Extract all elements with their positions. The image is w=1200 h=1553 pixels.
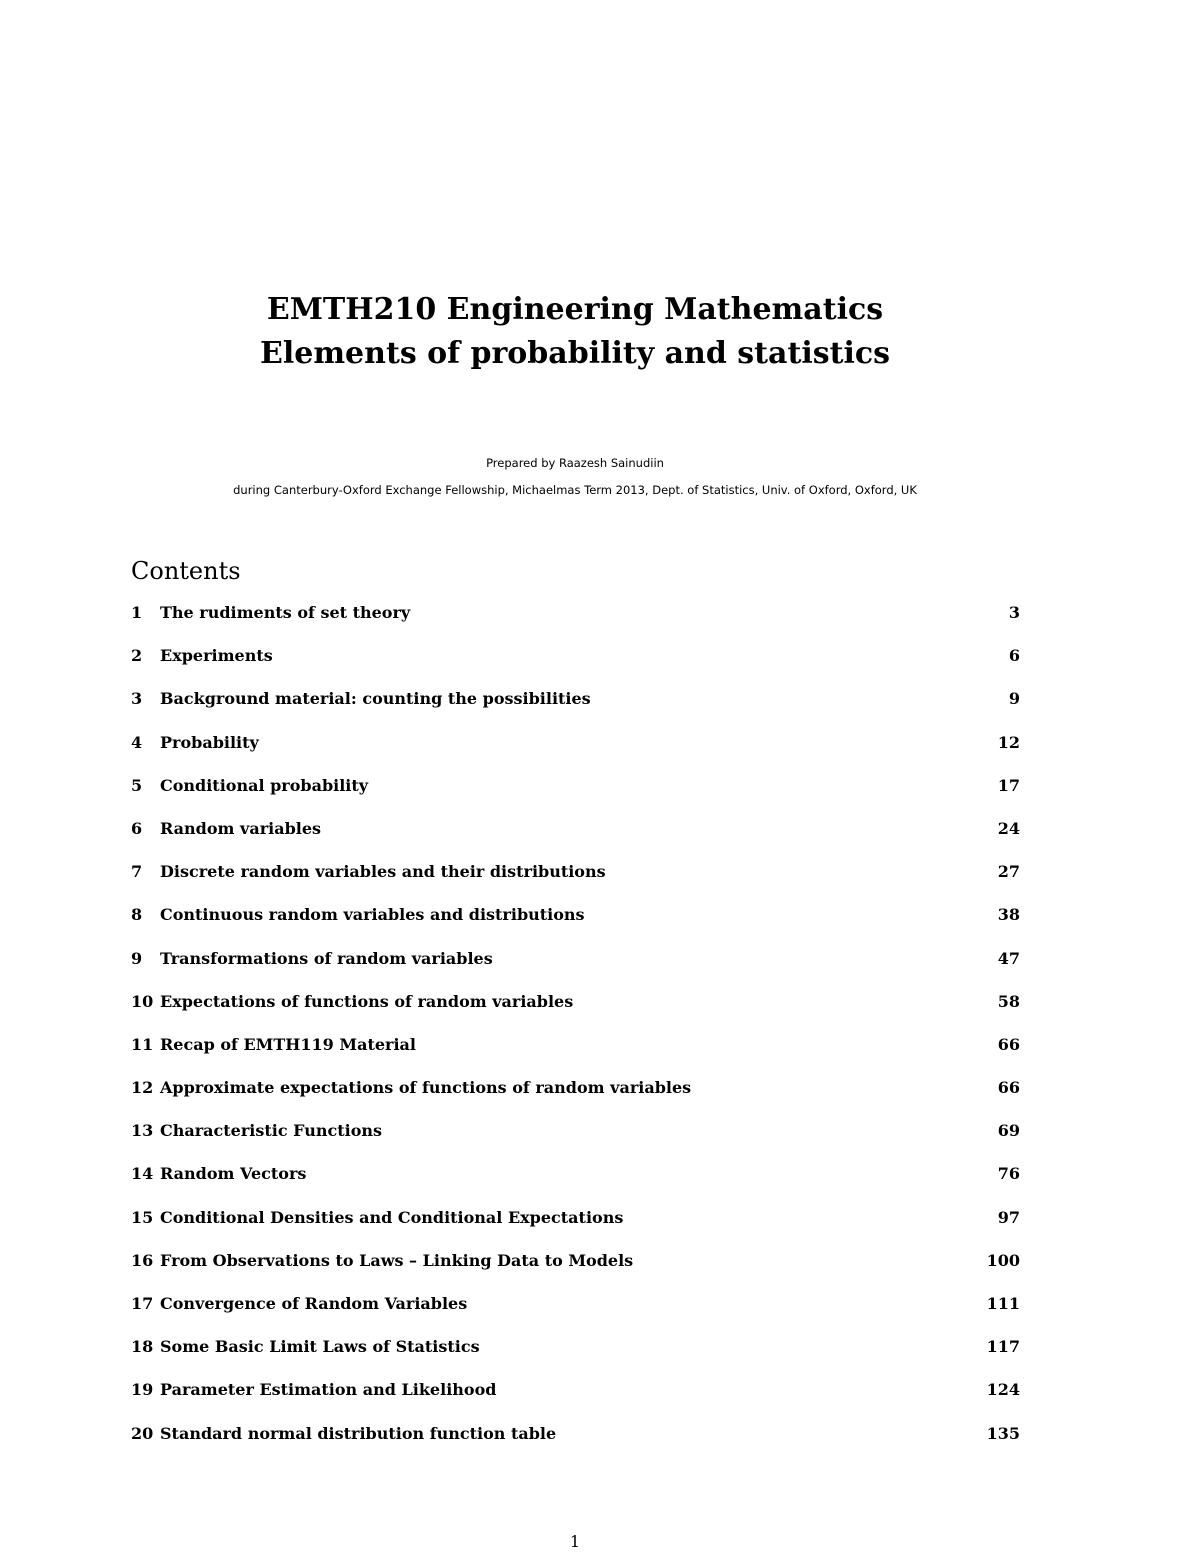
toc-entry-page: 66 [997, 1034, 1020, 1054]
toc-entry-number: 17 [131, 1294, 154, 1313]
table-of-contents [131, 603, 1020, 1467]
toc-entry-page: 66 [997, 1078, 1020, 1098]
toc-entry-page: 58 [997, 991, 1020, 1011]
toc-entry[interactable] [131, 992, 1020, 1035]
toc-entry[interactable] [131, 862, 1020, 905]
toc-entry[interactable] [131, 646, 1020, 689]
toc-entry-number: 7 [131, 862, 143, 882]
toc-entry-page: 17 [997, 775, 1020, 795]
toc-entry-number: 16 [131, 1250, 154, 1270]
toc-entry-number: 1 [131, 603, 143, 622]
toc-entry-page: 100 [986, 1250, 1020, 1270]
toc-entry-page: 47 [997, 948, 1020, 968]
toc-entry-title: Continuous random variables and distributions [160, 905, 585, 925]
toc-entry-page: 69 [997, 1121, 1020, 1141]
toc-entry-number: 18 [131, 1337, 154, 1357]
toc-entry-title: Discrete random variables and their distributions [160, 862, 606, 882]
toc-entry-page: 38 [997, 905, 1020, 925]
toc-entry-title: Parameter Estimation and Likelihood [160, 1380, 497, 1400]
toc-entry-number: 9 [131, 948, 143, 968]
toc-entry[interactable] [131, 1294, 1020, 1337]
toc-entry-title: Random Vectors [160, 1164, 307, 1184]
toc-entry-title: Some Basic Limit Laws of Statistics [160, 1337, 480, 1357]
title-line-1: EMTH210 Engineering Mathematics [266, 292, 884, 327]
toc-entry[interactable] [131, 819, 1020, 862]
toc-entry-number: 19 [131, 1380, 154, 1400]
toc-entry-page: 97 [997, 1207, 1020, 1227]
toc-entry-title: Characteristic Functions [160, 1121, 383, 1141]
toc-entry-title: Random variables [160, 818, 322, 838]
toc-entry-title: Conditional probability [160, 775, 369, 795]
toc-entry[interactable] [131, 776, 1020, 819]
toc-entry[interactable] [131, 949, 1020, 992]
toc-entry-number: 3 [131, 689, 143, 709]
toc-entry-page: 124 [986, 1380, 1020, 1400]
toc-entry[interactable] [131, 1337, 1020, 1380]
toc-entry-number: 2 [131, 646, 143, 666]
toc-entry-title: Approximate expectations of functions of random variables [160, 1078, 692, 1098]
toc-entry-title: Convergence of Random Variables [160, 1294, 468, 1313]
page-number: 1 [569, 1532, 581, 1551]
toc-entry[interactable] [131, 1121, 1020, 1164]
toc-entry-number: 13 [131, 1121, 154, 1141]
toc-entry-title: Standard normal distribution function table [160, 1423, 557, 1443]
toc-entry[interactable] [131, 689, 1020, 732]
toc-entry-number: 14 [131, 1164, 154, 1184]
toc-entry-page: 3 [1008, 603, 1020, 622]
affiliation: during Canterbury-Oxford Exchange Fellowship, Michaelmas Term 2013, Dept. of Statistics, Univ. of Oxford, Oxford, UK [233, 483, 917, 497]
toc-entry-page: 111 [986, 1294, 1020, 1313]
document-title [0, 288, 1150, 376]
toc-entry[interactable] [131, 1164, 1020, 1207]
toc-entry-number: 8 [131, 905, 143, 925]
toc-entry-page: 6 [1008, 646, 1020, 666]
toc-entry-number: 15 [131, 1207, 154, 1227]
toc-entry-page: 9 [1008, 689, 1020, 709]
toc-entry[interactable] [131, 603, 1020, 646]
toc-entry-number: 5 [131, 775, 143, 795]
toc-entry[interactable] [131, 905, 1020, 948]
author-info [0, 450, 1150, 504]
toc-entry[interactable] [131, 1251, 1020, 1294]
toc-entry-title: Experiments [160, 646, 273, 666]
toc-entry-title: From Observations to Laws – Linking Data to Models [160, 1250, 634, 1270]
toc-entry-number: 20 [131, 1423, 154, 1443]
toc-entry[interactable] [131, 1035, 1020, 1078]
toc-entry-title: Transformations of random variables [160, 948, 493, 968]
toc-entry[interactable] [131, 1078, 1020, 1121]
toc-entry-number: 4 [131, 732, 143, 752]
toc-entry-title: Background material: counting the possibilities [160, 689, 591, 709]
toc-entry-title: Expectations of functions of random variables [160, 991, 574, 1011]
toc-entry-page: 24 [997, 818, 1020, 838]
title-line-2: Elements of probability and statistics [259, 336, 891, 371]
toc-entry[interactable] [131, 1380, 1020, 1423]
toc-entry-number: 6 [131, 818, 143, 838]
toc-entry-page: 117 [986, 1337, 1020, 1357]
toc-entry[interactable] [131, 1208, 1020, 1251]
toc-entry-page: 76 [997, 1164, 1020, 1184]
prepared-by: Prepared by Raazesh Sainudiin [486, 456, 664, 470]
toc-entry-page: 27 [997, 862, 1020, 882]
toc-entry-title: The rudiments of set theory [160, 603, 411, 622]
toc-entry[interactable] [131, 733, 1020, 776]
toc-entry-page: 135 [986, 1423, 1020, 1443]
toc-entry[interactable] [131, 1424, 1020, 1467]
toc-entry-title: Conditional Densities and Conditional Expectations [160, 1207, 624, 1227]
toc-entry-title: Recap of EMTH119 Material [160, 1034, 416, 1054]
toc-entry-number: 11 [131, 1034, 154, 1054]
toc-entry-number: 12 [131, 1078, 154, 1098]
contents-heading: Contents [131, 557, 241, 585]
toc-entry-title: Probability [160, 732, 259, 752]
toc-entry-number: 10 [131, 991, 154, 1011]
toc-entry-page: 12 [997, 732, 1020, 752]
